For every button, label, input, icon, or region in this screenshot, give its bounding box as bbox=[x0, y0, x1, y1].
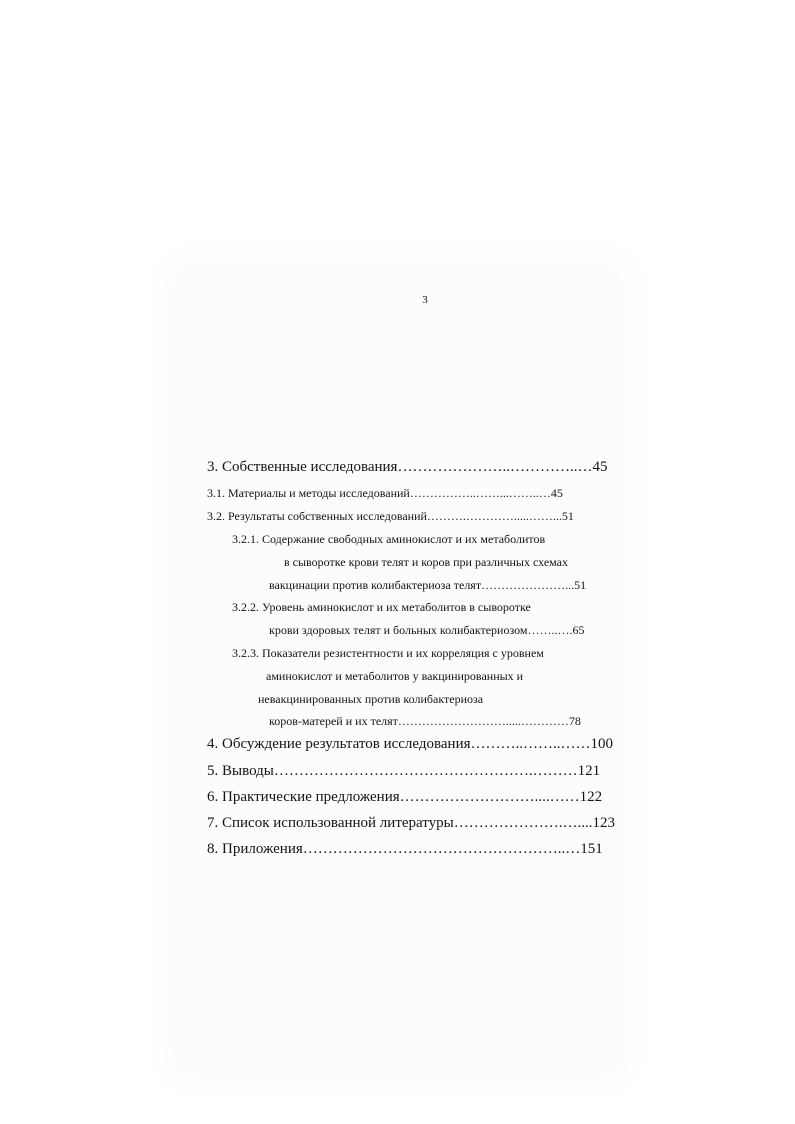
toc-entry-chapter-3: 3. Собственные исследования…………………..…………..…45 bbox=[207, 459, 608, 475]
toc-entry-subsection-3-2-2-cont: крови здоровых телят и больных колибактериозом……..….65 bbox=[269, 623, 585, 637]
toc-entry-section-3-2: 3.2. Результаты собственных исследований……….………….....……...51 bbox=[207, 509, 574, 523]
toc-entry-section-3-1: 3.1. Материалы и методы исследований……………..……...……..…45 bbox=[207, 486, 563, 500]
toc-entry-subsection-3-2-3-cont: аминокислот и метаболитов у вакцинированных и bbox=[266, 669, 524, 683]
toc-entry-chapter-7: 7. Список использованной литературы………………….…....123 bbox=[207, 815, 615, 831]
toc-entry-subsection-3-2-3-cont: невакцинированных против колибактериоза bbox=[258, 692, 484, 706]
toc-entry-chapter-5: 5. Выводы…………………………………………….………121 bbox=[207, 763, 601, 779]
toc-entry-subsection-3-2-1: 3.2.1. Содержание свободных аминокислот и их метаболитов bbox=[232, 532, 546, 546]
toc-entry-chapter-6: 6. Практические предложения………………………....……122 bbox=[207, 789, 603, 805]
toc-entry-subsection-3-2-3-cont: коров-матерей и их телят……………………….....…………78 bbox=[269, 714, 581, 728]
toc-entry-subsection-3-2-3: 3.2.3. Показатели резистентности и их корреляция с уровнем bbox=[232, 646, 544, 660]
toc-entry-subsection-3-2-2: 3.2.2. Уровень аминокислот и их метаболитов в сыворотке bbox=[232, 600, 531, 614]
page-number: 3 bbox=[422, 294, 428, 306]
toc-entry-chapter-8: 8. Приложения……………………………………………..…151 bbox=[207, 841, 603, 857]
toc-entry-subsection-3-2-1-cont: вакцинации против колибактериоза телят…………………...51 bbox=[269, 578, 587, 592]
toc-entry-chapter-4: 4. Обсуждение результатов исследования………..……..……100 bbox=[207, 736, 614, 752]
toc-entry-subsection-3-2-1-cont: в сыворотке крови телят и коров при различных схемах bbox=[284, 555, 569, 569]
